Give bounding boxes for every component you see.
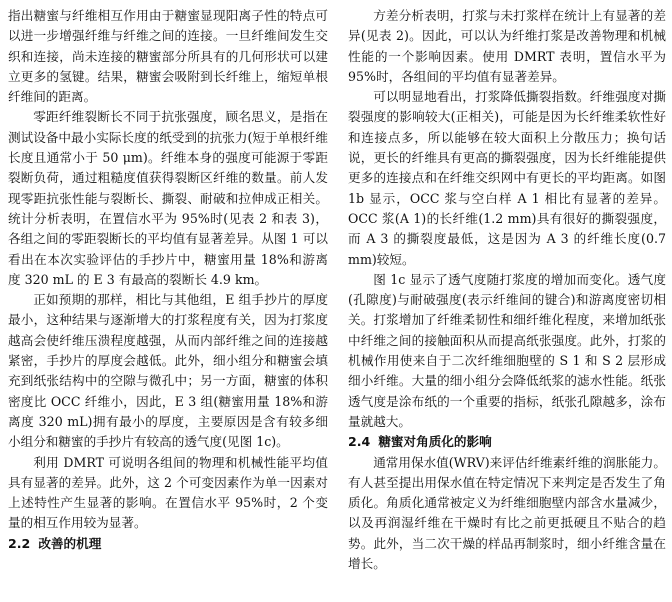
paragraph: 可以明显地看出，打浆降低撕裂指数。纤维强度对撕裂强度的影响较大(正相关)，可能是因为长纤维柔软性好和连接点多，所以能够在较大面积上分散压力；换句话说，更长的纤维具有更高的撕裂强度，因为长纤维能提供更多的连接点和在纤维交织网中有更长的平均距离。如图 1b 显示，OCC 浆与空白样 A 1 相比有显著的差异。OCC 浆(A 1)的长纤维(1.2 mm)具有很好的撕裂强度，而 A 3 的撕裂度最低，这是因为 A 3 的纤维长度(0.7 mm)较短。 — [348, 89, 666, 267]
paragraph: 指出糖蜜与纤维相互作用由于糖蜜显现阳离子性的特点可以进一步增强纤维与纤维之间的连接。一旦纤维间发生交织和连接，尚未连接的糖蜜部分所具有的几何形状可以建立更多的氢键。结果，糖蜜会吸附到长纤维上，缩短单根纤维间的距离。 — [8, 8, 328, 105]
section-heading — [8, 534, 328, 554]
left-column — [8, 6, 328, 554]
paragraph: 图 1c 显示了透气度随打浆度的增加而变化。透气度(孔隙度)与耐破强度(表示纤维间的键合)和游离度密切相关。打浆增加了纤维柔韧性和细纤维化程度，来增加纸张中纤维之间的接触面积从而提高纸张强度。此外，打浆的机械作用使来自于二次纤维细胞壁的 S 1 和 S 2 层形成细小纤维。大量的细小组分会降低纸浆的滤水性能。纸张透气度是涂布纸的一个重要的指标，纸张孔隙越多，涂布量就越大。 — [348, 271, 666, 429]
right-column — [348, 6, 666, 574]
paragraph: 利用 DMRT 可说明各组间的物理和机械性能平均值具有显著的差异。此外，这 2 个可变因素作为单一因素对上述特性产生显著的影响。在置信水平 95%时，2 个变量的相互作用较为显著。 — [8, 454, 328, 531]
section-title: 糖蜜对角质化的影响 — [378, 434, 492, 450]
paragraph: 方差分析表明，打浆与未打浆样在统计上有显著的差异(见表 2)。因此，可以认为纤维打浆是改善物理和机械性能的一个影响因素。使用 DMRT 表明，置信水平为 95%时，各组间的平均值有显著差异。 — [348, 8, 666, 84]
paragraph: 零距纤维裂断长不同于抗张强度，顾名思义，是指在测试设备中最小实际长度的纸受到的抗张力(短于单根纤维长度且通常小于 50 μm)。纤维本身的强度可能源于零距裂断负荷，通过粗糙度值获得裂断区纤维的数量。前人发现零距抗张性能与裂断长、撕裂、耐破和拉伸成正相关。统计分析表明，在置信水平为 95%时(见表 2 和表 3)，各组之间的零距裂断长的平均值有显著差异。从图 1 可以看出在本次实验评估的手抄片中，糖蜜用量 18%和游离度 320 mL 的 E 3 有最高的裂断长 4.9 km。 — [8, 109, 328, 287]
section-number: 2.4 — [348, 434, 371, 450]
section-heading — [348, 432, 666, 452]
paragraph: 正如预期的那样，相比与其他组，E 组手抄片的厚度最小，这种结果与逐渐增大的打浆程度有关，因为打浆度越高会使纤维压溃程度越强，从而内部纤维之间的连接越紧密，手抄片的厚度会越低。此外，细小组分和糖蜜会填充到纸张结构中的空隙与微孔中；另一方面，糖蜜的体积密度比 OCC 纤维小，因此，E 3 组(糖蜜用量 18%和游离度 320 mL)拥有最小的厚度，主要原因是含有较多细小组分和糖蜜的手抄片有较高的透气度(见图 1c)。 — [8, 292, 328, 450]
paragraph: 通常用保水值(WRV)来评估纤维素纤维的润胀能力。有人甚至提出用保水值在特定情况下来判定是否发生了角质化。角质化通常被定义为纤维细胞壁内部含水量减少，以及再润湿纤维在干燥时有比之前更抵硬且不贴合的趋势。此外，当二次干燥的样品再制浆时，细小纤维含量在增长。 — [348, 454, 666, 572]
section-number: 2.2 — [8, 535, 31, 551]
section-title: 改善的机理 — [38, 535, 102, 551]
